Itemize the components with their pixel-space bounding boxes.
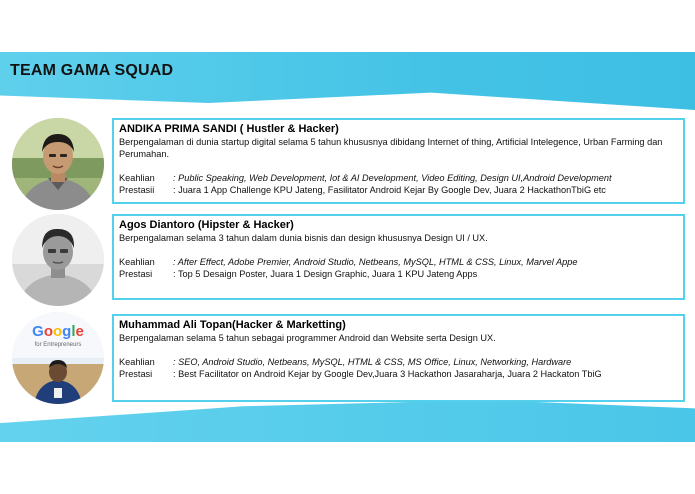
achievements-row [119,368,678,380]
member-photo-andika [12,118,104,210]
achievements-label: Prestasii [119,185,155,195]
skills-row [119,172,678,184]
member-description: Berpengalaman selama 5 tahun sebagai programmer Android dan Website serta Design UX. [119,333,496,343]
member-name: ANDIKA PRIMA SANDI ( Hustler & Hacker) [119,123,339,135]
member-name: Muhammad Ali Topan(Hacker & Marketting) [119,319,346,331]
google-logo-text: Google [32,323,84,340]
bottom-decorative-band [0,400,695,442]
skills-row [119,256,678,268]
achievements-label: Prestasi [119,269,153,279]
member-card-andika [112,118,685,204]
member-card-agos [112,214,685,300]
top-decorative-band [0,52,695,110]
member-photo-agos [12,214,104,306]
member-photo-ali-topan [12,312,104,404]
slide-title: TEAM GAMA SQUAD [10,62,174,79]
member-description: Berpengalaman selama 3 tahun dalam dunia bisnis dan design khususnya Design UI / UX. [119,233,488,243]
member-card-ali-topan [112,314,685,402]
skills-value: : After Effect, Adobe Premier, Android Studio, Netbeans, MySQL, HTML & CSS, Linux, Marvel Appe [173,257,578,267]
skills-label: Keahlian [119,173,155,183]
achievements-row [119,268,678,280]
skills-value: : SEO, Android Studio, Netbeans, MySQL, HTML & CSS, MS Office, Linux, Networking, Hardware [173,357,572,367]
member-description: Berpengalaman di dunia startup digital selama 5 tahun khususnya dibidang Internet of thing, Artificial Intelegence, Urban Farming dan Perumahan. [119,137,663,159]
skills-value: : Public Speaking, Web Development, Iot & AI Development, Video Editing, Design UI,Android Development [173,173,612,183]
achievements-row [119,184,678,196]
google-sub-text: for Entrepreneurs [34,342,82,348]
achievements-value: : Top 5 Desaign Poster, Juara 1 Design Graphic, Juara 1 KPU Jateng Apps [173,269,478,279]
skills-row [119,356,678,368]
skills-label: Keahlian [119,257,155,267]
skills-label: Keahlian [119,357,155,367]
achievements-value: : Juara 1 App Challenge KPU Jateng, Fasilitator Android Kejar By Google Dev, Juara 2 HackathonTbiG etc [173,185,606,195]
achievements-value: : Best Facilitator on Android Kejar by Google Dev,Juara 3 Hackathon Jasaraharja, Juara 2 Hackaton TbiG [173,369,602,379]
member-name: Agos Diantoro (Hipster & Hacker) [119,219,294,231]
achievements-label: Prestasi [119,369,153,379]
